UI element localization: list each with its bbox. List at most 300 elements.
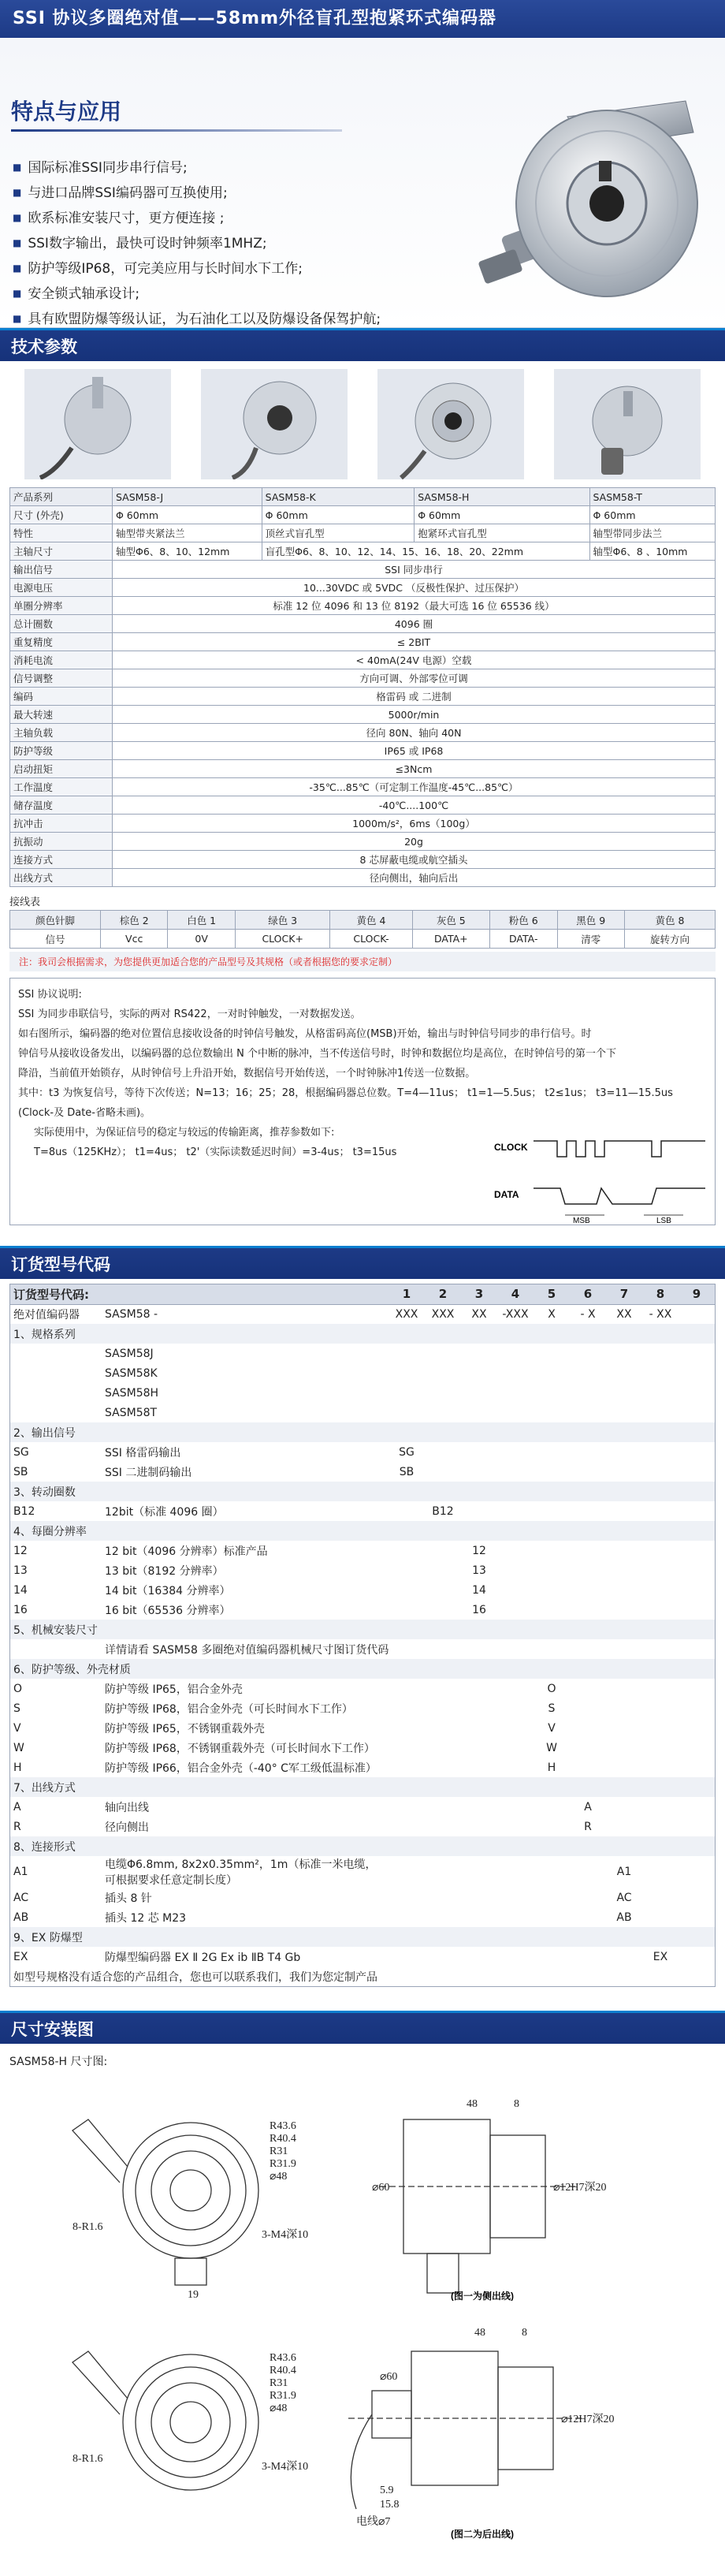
order-cell (642, 1817, 679, 1836)
dim-r436: R43.6 (270, 2352, 296, 2364)
order-cell: 16 (13, 1603, 28, 1616)
order-cell: SB (399, 1465, 415, 1478)
spec-cell: Φ 60mm (415, 506, 589, 524)
lsb-label: LSB (656, 1217, 671, 1225)
order-cell (461, 1888, 497, 1907)
spec-key: 总计圈数 (10, 615, 113, 633)
order-cell (642, 1797, 679, 1817)
order-cell: 绝对值编码器 (13, 1308, 80, 1322)
feature-list (13, 156, 381, 333)
table-row (10, 1927, 715, 1947)
table-row (10, 1620, 715, 1639)
order-cell: S (548, 1702, 556, 1715)
order-cell (425, 1738, 461, 1758)
spec-value: 4096 圈 (113, 615, 716, 633)
order-cell: V (13, 1721, 21, 1735)
spec-key: 电源电压 (10, 579, 113, 597)
dim-r319: R31.9 (270, 2158, 296, 2170)
order-cell (425, 1718, 461, 1738)
ssi-line: 其中：t3 为恢复信号，等待下次传送；N=13；16；25；28，根据编码器总位数。T=4—11us； t1=1—5.5us； t2≤1us； t3=11—15.5us (18, 1087, 673, 1099)
order-cell: 13 (472, 1564, 486, 1577)
table-row (10, 1797, 715, 1817)
order-cell: SG (399, 1445, 415, 1459)
wiring-cell: 信号 (10, 930, 101, 949)
feature-item: ■ SSI数字输出，最快可设时钟频率1MHZ; (13, 232, 381, 257)
order-cell: 防护等级 IP68，铝合金外壳（可长时间水下工作） (105, 1702, 353, 1716)
ssi-description (9, 978, 716, 1225)
features-heading: 特点与应用 (11, 99, 122, 125)
order-cell (642, 1363, 679, 1383)
order-cell (497, 1541, 534, 1560)
order-category: 4、每圈分辨率 (10, 1521, 715, 1541)
order-cell (425, 1856, 461, 1888)
order-cell (642, 1442, 679, 1462)
wiring-cell: 旋转方向 (624, 930, 715, 949)
dim-8r: 8-R1.6 (72, 2453, 103, 2465)
order-cell (606, 1580, 642, 1600)
order-cell (425, 1560, 461, 1580)
order-cell: SB (13, 1465, 28, 1478)
spec-value: < 40mA(24V 电源）空载 (113, 651, 716, 669)
order-cell: H (547, 1761, 556, 1774)
order-cell (461, 1797, 497, 1817)
table-row (10, 706, 716, 724)
order-category: 1、规格系列 (10, 1324, 715, 1344)
order-cell (425, 1403, 461, 1422)
order-cell (534, 1856, 570, 1888)
table-row (10, 869, 716, 887)
spec-key: 储存温度 (10, 796, 113, 815)
order-cell: O (13, 1682, 23, 1695)
order-cell (606, 1383, 642, 1403)
order-cell: AC (13, 1891, 29, 1904)
order-cell (534, 1501, 570, 1521)
order-cell (642, 1758, 679, 1777)
table-row (10, 833, 716, 851)
order-cell (570, 1501, 606, 1521)
order-cell: 12 (13, 1544, 28, 1557)
order-cell (10, 1363, 102, 1383)
table-row (10, 1600, 715, 1620)
wiring-cell: 绿色 3 (235, 911, 330, 930)
order-cell: 14 (13, 1583, 28, 1597)
order-cell: R (584, 1820, 592, 1833)
order-cell: H (13, 1761, 22, 1774)
order-cell (570, 1856, 606, 1888)
order-cell: 6 (570, 1284, 606, 1304)
spec-cell: SASM58-J (113, 488, 262, 506)
table-row (10, 911, 716, 930)
order-cell (534, 1560, 570, 1580)
order-cell (642, 1856, 679, 1888)
order-cell (534, 1797, 570, 1817)
spec-value: SSI 同步串行 (113, 561, 716, 579)
spec-value: 10...30VDC 或 5VDC （反极性保护、过压保护） (113, 579, 716, 597)
order-cell (606, 1679, 642, 1698)
dim-158: 15.8 (380, 2499, 400, 2511)
table-row (10, 579, 716, 597)
table-row (10, 1422, 715, 1442)
order-cell (606, 1344, 642, 1363)
order-cell (534, 1888, 570, 1907)
spec-value: 20g (113, 833, 716, 851)
order-cell: S (13, 1702, 20, 1715)
order-cell (606, 1947, 642, 1966)
spec-value: 径向 80N、轴向 40N (113, 724, 716, 742)
order-cell: R (13, 1820, 21, 1833)
wiring-cell: 清零 (557, 930, 624, 949)
order-cell: XXX (395, 1307, 418, 1321)
order-cell: -XXX (502, 1307, 529, 1321)
drawing-side-exit (9, 2072, 716, 2304)
table-row (10, 1758, 715, 1777)
order-cell (497, 1738, 534, 1758)
order-cell: 14 bit（16384 分辨率） (105, 1584, 231, 1597)
order-cell (534, 1947, 570, 1966)
order-cell (461, 1442, 497, 1462)
order-cell (389, 1856, 425, 1888)
dim-8r: 8-R1.6 (72, 2221, 103, 2233)
order-cell: AB (616, 1911, 632, 1924)
order-cell (534, 1541, 570, 1560)
order-cell: - XX (649, 1307, 672, 1321)
table-row (10, 633, 716, 651)
table-row (10, 688, 716, 706)
order-cell (606, 1738, 642, 1758)
table-row (10, 1482, 715, 1501)
order-cell (425, 1462, 461, 1482)
ssi-line: 钟信号从接收设备发出，以编码器的总位数输出 N 个中断的脉冲，当不传送信号时，时钟和数据位均是高位，在时钟信号的第一个下 (18, 1048, 616, 1060)
order-cell: 径向侧出 (105, 1821, 149, 1834)
order-cell (389, 1501, 425, 1521)
spec-cell: SASM58-T (589, 488, 716, 506)
order-cell: W (13, 1741, 24, 1754)
wiring-cell: CLOCK- (330, 930, 412, 949)
order-cell (461, 1403, 497, 1422)
spec-key: 抗冲击 (10, 815, 113, 833)
spec-key: 防护等级 (10, 742, 113, 760)
order-cell (570, 1907, 606, 1927)
order-cell: XX (616, 1307, 632, 1321)
wiring-cell: DATA+ (412, 930, 489, 949)
order-cell: 插头 8 针 (105, 1892, 152, 1905)
order-cell (425, 1758, 461, 1777)
section-tech: 技术参数 (0, 328, 725, 361)
order-cell (570, 1698, 606, 1718)
wiring-cell: Vcc (100, 930, 167, 949)
order-cell: 轴向出线 (105, 1801, 149, 1814)
order-cell (425, 1580, 461, 1600)
order-cell: SASM58 - (105, 1307, 158, 1321)
spec-value: IP65 或 IP68 (113, 742, 716, 760)
order-cell (497, 1718, 534, 1738)
spec-value: 8 芯屏蔽电缆或航空插头 (113, 851, 716, 869)
order-cell (570, 1758, 606, 1777)
order-cell (534, 1363, 570, 1383)
wiring-cell: DATA- (490, 930, 557, 949)
order-cell (461, 1344, 497, 1363)
order-cell (497, 1462, 534, 1482)
order-category: 5、机械安装尺寸 (10, 1620, 715, 1639)
table-row (10, 930, 716, 949)
order-cell (461, 1462, 497, 1482)
dim-r404: R40.4 (270, 2133, 296, 2145)
product-photos (0, 361, 725, 487)
order-cell (570, 1718, 606, 1738)
table-row (10, 1363, 715, 1383)
ssi-line: (Clock-及 Date-省略未画)。 (18, 1107, 151, 1119)
order-cell: 2 (425, 1284, 461, 1304)
order-cell: 4 (497, 1284, 534, 1304)
order-cell: 插头 12 芯 M23 (105, 1911, 187, 1925)
order-cell (642, 1580, 679, 1600)
wiring-cell: 棕色 2 (100, 911, 167, 930)
spec-cell: 盲孔型Φ6、8、10、12、14、15、16、18、20、22mm (262, 542, 589, 561)
order-cell: W (546, 1741, 557, 1754)
order-cell (497, 1580, 534, 1600)
table-row (10, 1344, 715, 1363)
table-row (10, 1521, 715, 1541)
order-cell (461, 1856, 497, 1888)
order-cell (534, 1600, 570, 1620)
feature-item: ■ 防护等级IP68，可完美应用与长时间水下工作; (13, 257, 381, 282)
order-cell (461, 1363, 497, 1383)
order-cell (606, 1501, 642, 1521)
dim-r404: R40.4 (270, 2365, 296, 2377)
order-cell (10, 1403, 102, 1422)
order-cell (425, 1797, 461, 1817)
order-cell (389, 1580, 425, 1600)
order-cell: SASM58H (105, 1386, 159, 1400)
order-cell (606, 1698, 642, 1718)
order-cell (606, 1817, 642, 1836)
order-cell (10, 1383, 102, 1403)
table-row (10, 1718, 715, 1738)
order-cell (497, 1856, 534, 1888)
order-cell: 1 (389, 1284, 425, 1304)
order-cell (389, 1907, 425, 1927)
spec-value: 径向侧出，轴向后出 (113, 869, 716, 887)
order-cell (497, 1442, 534, 1462)
order-cell: 9 (679, 1284, 715, 1304)
dims-label: SASM58-H 尺寸图: (9, 2056, 108, 2068)
spec-key: 尺寸 (外壳) (10, 506, 113, 524)
order-cell (642, 1403, 679, 1422)
order-cell (534, 1462, 570, 1482)
drawing-2 (9, 2304, 716, 2541)
order-cell (534, 1403, 570, 1422)
order-category: 7、出线方式 (10, 1777, 715, 1797)
order-cell (497, 1363, 534, 1383)
spec-key: 主轴负载 (10, 724, 113, 742)
encoder-product-image (473, 85, 709, 322)
wiring-cell: 白色 1 (168, 911, 235, 930)
order-cell (534, 1907, 570, 1927)
ssi-line: 如右图所示，编码器的绝对位置信息接收设备的时钟信号触发，从格雷码高位(MSB)开始，输出与时钟信号同步的串行信号。时 (18, 1028, 592, 1040)
wiring-note: 注：我司会根据需求，为您提供更加适合您的产品型号及其规格（或者根据您的要求定制） (9, 952, 716, 971)
order-cell (389, 1947, 425, 1966)
order-cell (389, 1698, 425, 1718)
order-cell (497, 1698, 534, 1718)
order-footnote: 如型号规格没有适合您的产品组合，您也可以联系我们，我们为您定制产品 (13, 1970, 377, 1984)
spec-table (9, 487, 716, 887)
order-cell (606, 1758, 642, 1777)
order-cell (425, 1442, 461, 1462)
clock-label: CLOCK (494, 1142, 528, 1153)
spec-value: -40℃....100℃ (113, 796, 716, 815)
order-cell (570, 1344, 606, 1363)
wiring-cell: 黄色 8 (624, 911, 715, 930)
table-row (10, 1659, 715, 1679)
order-cell: AB (13, 1911, 29, 1924)
spec-key: 重复精度 (10, 633, 113, 651)
order-cell (642, 1888, 679, 1907)
drawing-rear-exit (9, 2304, 716, 2544)
table-row (10, 742, 716, 760)
table-row (10, 1966, 715, 1986)
spec-value: 5000r/min (113, 706, 716, 724)
dim-m4: 3-M4深10 (262, 2229, 309, 2241)
spec-cell: 轴型Φ6、8 、10mm (589, 542, 716, 561)
order-cell (425, 1363, 461, 1383)
table-row (10, 1304, 715, 1324)
order-cell: 12 (472, 1544, 486, 1557)
order-cell: EX (13, 1950, 28, 1963)
order-cell (534, 1817, 570, 1836)
order-cell (606, 1462, 642, 1482)
spec-cell: 轴型带夹紧法兰 (113, 524, 262, 542)
order-cell: 防护等级 IP65，不锈钢重载外壳 (105, 1722, 265, 1735)
order-cell (497, 1679, 534, 1698)
table-row (10, 796, 716, 815)
order-cell (389, 1718, 425, 1738)
order-cell (570, 1442, 606, 1462)
order-cell: A1 (13, 1866, 28, 1878)
order-cell (425, 1600, 461, 1620)
order-cell (642, 1698, 679, 1718)
order-cell (389, 1363, 425, 1383)
table-row (10, 615, 716, 633)
page-title: SSI 协议多圈绝对值——58mm外径盲孔型抱紧环式编码器 (0, 0, 725, 38)
spec-value: ≤ 2BIT (113, 633, 716, 651)
order-cell (606, 1797, 642, 1817)
order-cell (425, 1698, 461, 1718)
order-cell (534, 1344, 570, 1363)
ssi-line: 实际使用中，为保证信号的稳定与较远的传输距离，推荐参数如下: (34, 1127, 335, 1139)
wiring-cell: 灰色 5 (412, 911, 489, 930)
ssi-line: 降沿，当前值开始锁存，从时钟信号上升沿开始，数据信号开始传送，一个时钟脉冲1传送一位数据。 (18, 1068, 476, 1079)
order-cell: SSI 格雷码输出 (105, 1446, 181, 1459)
wiring-cell: 粉色 6 (490, 911, 557, 930)
order-cell: X (548, 1307, 556, 1321)
spec-key: 信号调整 (10, 669, 113, 688)
order-cell (389, 1797, 425, 1817)
ssi-timing-diagram (494, 1122, 707, 1225)
order-category: 2、输出信号 (10, 1422, 715, 1442)
dim-r319: R31.9 (270, 2390, 296, 2402)
order-cell: 12bit（标准 4096 圈） (105, 1505, 224, 1519)
spec-value: 标准 12 位 4096 和 13 位 8192（最大可选 16 位 65536 线） (113, 597, 716, 615)
order-cell (10, 1639, 102, 1659)
table-row (10, 524, 716, 542)
spec-key: 启动扭矩 (10, 760, 113, 778)
order-cell (570, 1541, 606, 1560)
table-row (10, 1403, 715, 1422)
feature-item: ■ 与进口品牌SSI编码器可互换使用; (13, 181, 381, 207)
order-cell (497, 1501, 534, 1521)
order-cell: SASM58J (105, 1347, 154, 1360)
order-cell (425, 1541, 461, 1560)
dim-8: 8 (522, 2327, 527, 2339)
order-cell: 电缆Φ6.8mm, 8x2x0.35mm²，1m（标准一米电缆，可根据要求任意定制长度） (105, 1858, 377, 1887)
order-cell: - X (580, 1307, 596, 1321)
order-cell (425, 1679, 461, 1698)
order-cell (534, 1383, 570, 1403)
dim-d48: ⌀48 (270, 2403, 288, 2414)
order-cell (606, 1560, 642, 1580)
section-dims: 尺寸安装图 (0, 2011, 725, 2044)
wiring-cell: 黑色 9 (557, 911, 624, 930)
order-cell: SSI 二进制码输出 (105, 1466, 192, 1479)
spec-cell: Φ 60mm (262, 506, 415, 524)
order-cell: 7 (606, 1284, 642, 1304)
order-cell (497, 1344, 534, 1363)
feature-item: ■ 国际标准SSI同步串行信号; (13, 156, 381, 181)
wiring-cell: 0V (168, 930, 235, 949)
order-cell (497, 1947, 534, 1966)
wiring-cell: 黄色 4 (330, 911, 412, 930)
caption-1: (图一为侧出线) (451, 2291, 514, 2301)
order-cell (461, 1501, 497, 1521)
spec-key: 出线方式 (10, 869, 113, 887)
table-row (10, 669, 716, 688)
order-cell (497, 1560, 534, 1580)
order-cell (461, 1679, 497, 1698)
dim-19: 19 (188, 2289, 199, 2301)
dim-d60: ⌀60 (372, 2182, 390, 2194)
ssi-line: SSI 为同步串联信号，实际的两对 RS422，一对时钟触发，一对数据发送。 (18, 1008, 361, 1020)
order-cell: A (584, 1800, 592, 1814)
dim-d48: ⌀48 (270, 2171, 288, 2183)
order-cell (461, 1907, 497, 1927)
spec-cell: SASM58-K (262, 488, 415, 506)
spec-cell: 轴型Φ6、8、10、12mm (113, 542, 262, 561)
order-cell (461, 1947, 497, 1966)
spec-cell: Φ 60mm (589, 506, 716, 524)
ssi-line: SSI 协议说明: (18, 989, 82, 1001)
table-row (10, 488, 716, 506)
order-cell (389, 1403, 425, 1422)
dim-48: 48 (474, 2327, 485, 2339)
dim-m4: 3-M4深10 (262, 2461, 309, 2473)
order-cell (497, 1888, 534, 1907)
table-row (10, 1679, 715, 1698)
order-cell: V (548, 1721, 556, 1735)
order-cell (570, 1580, 606, 1600)
dim-r436: R43.6 (270, 2120, 296, 2132)
table-row (10, 1817, 715, 1836)
order-cell: B12 (13, 1504, 35, 1518)
order-cell: EX (652, 1950, 668, 1963)
table-row (10, 851, 716, 869)
order-cell: 5 (534, 1284, 570, 1304)
order-cell: SASM58T (105, 1406, 158, 1419)
feature-item: ■ 具有欧盟防爆等级认证，为石油化工以及防爆设备保驾护航; (13, 308, 381, 333)
wiring-table (9, 910, 716, 949)
table-row (10, 1947, 715, 1966)
spec-key: 主轴尺寸 (10, 542, 113, 561)
msb-label: MSB (573, 1217, 590, 1225)
